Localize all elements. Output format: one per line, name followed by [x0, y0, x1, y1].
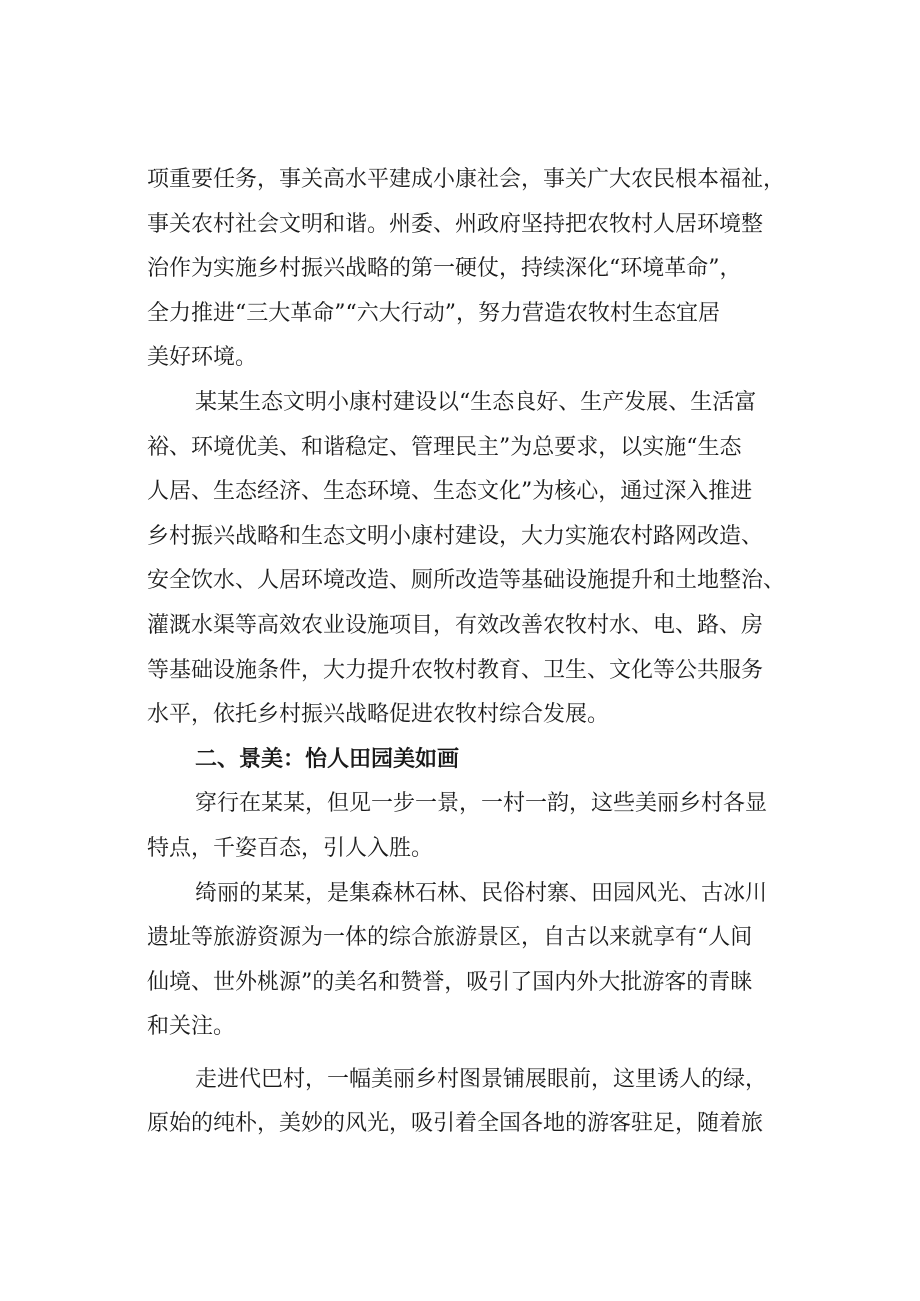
text-line: 项重要任务，事关高水平建成小康社会，事关广大农民根本福祉，: [147, 167, 786, 192]
text-line: 安全饮水、人居环境改造、厕所改造等基础设施提升和土地整治、: [147, 568, 786, 594]
text-line: 裕、环境优美、和谐稳定、管理民主”为总要求，以实施“生态: [147, 434, 742, 460]
text-line: 原始的纯朴，美妙的风光，吸引着全国各地的游客驻足，随着旅: [147, 1111, 764, 1137]
paragraph: [147, 872, 797, 1050]
text-line: 灌溉水渠等高效农业设施项目，有效改善农牧村水、电、路、房: [147, 612, 764, 638]
text-line: 走进代巴村，一幅美丽乡村图景铺展眼前，这里诱人的绿，: [195, 1066, 768, 1092]
section-heading: [147, 738, 797, 783]
document-body: [147, 158, 797, 1147]
text-line: 遗址等旅游资源为一体的综合旅游景区，自古以来就享有“人间: [147, 925, 753, 951]
section-heading-text: 二、景美：怡人田园美如画: [195, 746, 460, 772]
text-line: 穿行在某某，但见一步一景，一村一韵，这些美丽乡村各显: [195, 791, 768, 817]
text-line: 某某生态文明小康村建设以“生态良好、生产发展、生活富: [195, 389, 757, 415]
text-line: 乡村振兴战略和生态文明小康村建设，大力实施农村路网改造、: [147, 523, 764, 549]
paragraph: [147, 1058, 797, 1147]
text-line: 美好环境。: [147, 345, 258, 371]
paragraph: [147, 782, 797, 871]
text-line: 全力推进“三大革命”“六大行动”，努力营造农牧村生态宜居: [147, 300, 720, 326]
text-line: 水平，依托乡村振兴战略促进农牧村综合发展。: [147, 702, 610, 728]
text-line: 绮丽的某某，是集森林石林、民俗村寨、田园风光、古冰川: [195, 880, 768, 906]
text-line: 事关农村社会文明和谐。州委、州政府坚持把农牧村人居环境整: [147, 211, 764, 237]
text-line: 和关注。: [147, 1014, 236, 1040]
text-line: 仙境、世外桃源”的美名和赞誉，吸引了国内外大批游客的青睐: [147, 969, 753, 995]
text-line: 特点，千姿百态，引人入胜。: [147, 835, 434, 861]
paragraph: [147, 158, 797, 381]
text-line: 人居、生态经济、生态环境、生态文化”为核心，通过深入推进: [147, 479, 753, 505]
paragraph: [147, 381, 797, 738]
text-line: 治作为实施乡村振兴战略的第一硬仗，持续深化“环境革命”，: [147, 256, 742, 282]
text-line: 等基础设施条件，大力提升农牧村教育、卫生、文化等公共服务: [147, 657, 764, 683]
